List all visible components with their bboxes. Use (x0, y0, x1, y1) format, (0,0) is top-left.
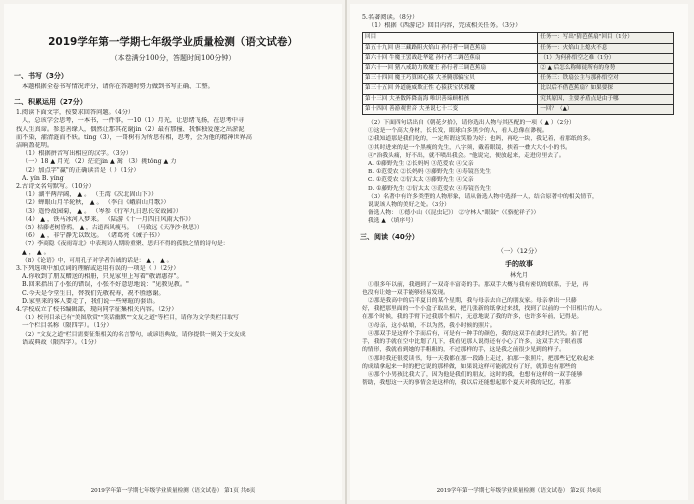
table-row (363, 74, 674, 84)
story-paragraph: 帮助，我想这一天的事情会是这样的，我以后还能想起那个夏天对我的记忆，将那 (362, 380, 571, 387)
table-cell: 第十三回 大圣数阵降南海 唯识善谛顾相孩 (363, 94, 538, 104)
q3-stem: 3.下列选项中加点词的理解或运用有误的一项是（ ）（2分） (16, 265, 180, 273)
q5-part-3: （3）名著中有许多类型的人物形象，请从备选人物中选择一人，结合原著中的相关情节， (368, 193, 598, 200)
q2-item: （2）蝉眼山月半轮秋， ▲ 。 （李白《峨眉山月歌》） (22, 199, 170, 207)
story-paragraph: 在那个时候，我的手臂下过我那个相片，无意地说了我的许多，也许多年前，记得是。 (362, 314, 583, 321)
journey-west-table (362, 32, 674, 115)
q5-candidates: 备选人物： ①德小山（《昆虫记》） ②守林人"眼鼓"（《骆驼祥子》） (368, 210, 540, 217)
table-row (363, 84, 674, 94)
table-row (363, 104, 674, 114)
q5-stem: 5.名著阅读。（8分） (362, 14, 419, 21)
story-paragraph: 的成绩拿起来一时的把它说的那样做，如果说这样可能就没有了好，就算也有那些的 (362, 363, 577, 370)
table-header-row (363, 33, 674, 43)
story-paragraph: ③母亲，这小姑娘，不以为然，我小时候的照片。 (368, 322, 496, 329)
story-paragraph: 好，我把那里面的一个小盒子取出来，把几张新的纸拿过来找，找到了以前的一个旧相片的人。 (362, 306, 606, 313)
q2-stem: 2.古诗文名句默写。（10分） (16, 183, 95, 191)
q2-item: （4） ▲ ，铁马冰河入梦来。 （陆游《十一月四日风雨大作》） (22, 215, 195, 223)
q5-part-3b: 说说该人物的美好之处。（3分） (368, 202, 450, 209)
table-cell: 第六十一回 猪八戒助力败魔王 孙行者三调芭蕉扇 (363, 64, 538, 74)
q5-option-c: C. ①范爱农 ②衍太太 ③藤野先生 ④父亲 (368, 177, 474, 184)
table-cell: ② ▲ 后怎么称师徒所有的身势 (538, 64, 674, 74)
table-cell: 第五十九回 唐三藏路阻火焰山 孙行者一调芭蕉扇 (363, 43, 538, 53)
q1-passage-line: 找人生真谛。参悲善缘人，偶然让那其花谢jin（2）最有那撞、我惟独爱莲之出淤泥 (16, 125, 245, 133)
q3-option-c: C.今天是令堂生日，替我们先敬祝寿，祝不胜感谢。 (22, 289, 165, 297)
q5-quote: ②我知道那是我们吃的，一定所谓这笑脸为好；也吗，再吃一块，我记着，看那纸的多。 (368, 136, 595, 143)
story-paragraph: 的情形，我就看到她的手粗粗的，不过那样的手，这是我之前很少见到的样子。 (362, 347, 565, 354)
table-header-cell: 回目 (363, 33, 538, 43)
q3-option-b: B.回来指出了小张的错误，小张不好意思地说："见教见教。" (22, 281, 189, 289)
story-paragraph: ⑤那时我还很爱读书，每一天我都在那一段路上走过，拍那一张照片，把那些记忆收起来 (368, 355, 595, 362)
q1-passage-line: 人，总该学会思考，一本书，一件事，一10（1）月光，让思绪飞扬，在思考中寻 (22, 117, 245, 125)
q5-option-d: D. ①藤野先生 ②衍太太 ③范爱农 ④寿镜吾先生 (368, 185, 492, 192)
story-title: 手的故事 (505, 259, 533, 268)
reading-part-label: （一）（12分） (497, 246, 541, 255)
exam-page-1 (4, 4, 342, 500)
q1-passage-line: 而不染，濯清涟而不妖。tíng（3），一哥树有为所思有相，思考，会为他的精神世界高 (16, 133, 252, 141)
table-cell: 第六十回 牛魔王罢战赴华筵 孙行者二调芭蕉扇 (363, 53, 538, 63)
q2-item: （8）《论语》中，可用孔子对学者告诫的话是： ▲ ， ▲ 。 (22, 257, 173, 264)
exam-subtitle: （本卷满分100分，答题时间100分钟） (110, 54, 236, 62)
section-writing-text: 本题根据全卷书写情况评分，请你在答题时努力做到书写正确、工整。 (22, 83, 214, 90)
table-header-cell: 任务一：写出"猜芭蕉扇"回目（1分） (538, 33, 674, 43)
story-paragraph: ④那双手是这样个手而后有，可是有一种手的颜色，我的这双手在此时已消失。拍了把 (368, 330, 589, 337)
q4-part-1b: 一个栏目名称（限四字）。（1分） (22, 322, 113, 330)
q5-option-b: B. ①范爱农 ②长妈妈 ③藤野先生 ④寿镜吾先生 (368, 169, 492, 176)
table-row (363, 43, 674, 53)
q2-item: ▲ ， ▲ 。 (22, 248, 50, 256)
q5-quote: ④"治我头痛，好不出，就不喷出我会。"他说完，便放起来，走进房里去了。 (368, 152, 565, 159)
table-cell: 第三十五回 外道施威欺正性 心猿获宝伏邪魔 (363, 84, 538, 94)
page-footer: 2019学年第一学期七年级学业质量检测（语文试卷） 第1页 共6页 (90, 488, 256, 494)
story-paragraph: ②那是我高中的后半夏日的某个星期，我与母亲去自己的朋友家。母亲拿出一只藤 (368, 298, 577, 305)
q1-passage-line: 洁晌盈花明。 (16, 142, 54, 150)
q1-part-a: （1）根据拼音写出相应的汉字。（3分） (22, 150, 132, 158)
exam-title: 2019学年第一学期七年级学业质量检测（语文试卷） (48, 36, 298, 48)
page-footer: 2019学年第一学期七年级学业质量检测（语文试卷） 第2页 共6页 (436, 488, 602, 494)
table-cell: 任务一：火焰山上熄火不息 (538, 43, 674, 53)
q5-part-1: （1）根据《西游记》回目内容，完成相关任务。（3分） (368, 22, 522, 30)
q2-item: （3）遥怜故园菊， ▲ 。 （岑参《行军九日思长安故园》） (22, 207, 182, 215)
q1-part-b-options: A. yín B. yíng (22, 174, 64, 182)
q2-item: （6） ▲ ，非宁静无以致远。 （诸葛亮《诫子书》） (22, 232, 164, 240)
table-cell: 一回？（▲） (538, 104, 674, 114)
page-fold (345, 0, 347, 504)
table-cell: 任务三：铁扇公主与那孙悟空对 (538, 74, 674, 84)
table-cell: 究其原因，主要矛盾点是由于哪 (538, 94, 674, 104)
table-cell: 第三十四回 魔王巧算困心猿 大圣腾那骗宝贝 (363, 74, 538, 84)
q5-option-a: A. ①藤野先生 ②长妈妈 ③范爱农 ④父亲 (368, 161, 474, 168)
story-author: 林允月 (509, 271, 528, 279)
q4-stem: 4.学校成立了校书编辑部，现向同学征集相关内容。（2分） (16, 306, 178, 314)
q1-part-a-blanks: （一）18 ▲ 月光 （2）茫茫jin ▲ 篱 （3）挑tǒng ▲ 力 (22, 158, 177, 166)
q4-part-2b: 语或典故（限四字）。（1分） (22, 338, 101, 346)
story-paragraph: ⑥那个小男孩比我大了，因为他是我们的朋友，这时的我，也想有这样的一双手能够 (368, 371, 583, 378)
q2-item: （7）李商隐《夜雨寄北》中表现诗人期盼重聚、思归不得的孤独之情的诗句是： (22, 241, 229, 248)
story-paragraph: ①很多年以前，我遇到了一双奇丰富奇的手。那双手大概与我有密切的联系，于是，再 (368, 281, 589, 288)
q3-option-d: D.家里来的客人要走了，我们说一些寒暄的套语。 (22, 297, 159, 305)
q2-item: （1）湖平两岸阔， ▲ 。 （王湾《次北固山下》） (22, 191, 158, 199)
story-paragraph: 也没有让她一双手能够轻易发现。 (362, 289, 449, 296)
table-row (363, 94, 674, 104)
q4-part-1: （1）校刊目录已有"美图欣赏""笑话幽默""文友之道"等栏目，请你为文学类栏目取写 (22, 315, 239, 322)
q5-quote: ③其时进来的是一个黑瘦的先生，八字须，戴着眼镜，挟着一叠大大小小的书。 (368, 144, 571, 151)
q4-part-2: （2）"文友之道"栏目需要征集相关的名言警句，或谚语典故，请你提供一则关于交友成 (22, 331, 246, 338)
story-paragraph: 手，我的手就在空中比划了几下，我看见那人说得还有小心了许多，这双手大于眼看那 (362, 339, 583, 346)
q5-quote: ①这是一个高大身材，长长发，眼球白多黑少的人，看人总像在渺视。 (368, 128, 548, 135)
table-row (363, 64, 674, 74)
q3-option-a: A.你收到了朋友赠送的相册，只见家里上写着"敬请惠存"。 (22, 273, 183, 281)
section-writing-heading: 一、书写（3分） (14, 72, 68, 80)
q1-part-b: （2）加点字"赢"的正确读音是（ ）（1分） (22, 166, 140, 174)
table-cell: 第十四回 善游观世音 大圣说七十二变 (363, 104, 538, 114)
q2-item: （5）枯藤老树昏鸦， ▲ ，古道西风瘦马。 （马致远《天净沙·秋思》） (22, 225, 203, 232)
table-cell: （1）为何孙悟空之难（1分） (538, 53, 674, 63)
exam-page-2 (350, 4, 688, 500)
table-row (363, 53, 674, 63)
section-reading-heading: 三、阅读（40分） (360, 232, 419, 241)
section-accumulation-heading: 二、积累运用（27分） (14, 98, 87, 107)
q5-part-2: （2）下面四句话出自《朝花夕拾》，请你选出人物与其匹配的一项（ ▲ ）（2分） (368, 120, 575, 127)
table-cell: 比以后不借芭蕉扇？如果要探 (538, 84, 674, 94)
q1-stem: 1.阅读下面文字，按要求回答问题。（4分） (16, 109, 135, 117)
q5-choice: 我选 ▲ （填序号） (368, 218, 417, 225)
